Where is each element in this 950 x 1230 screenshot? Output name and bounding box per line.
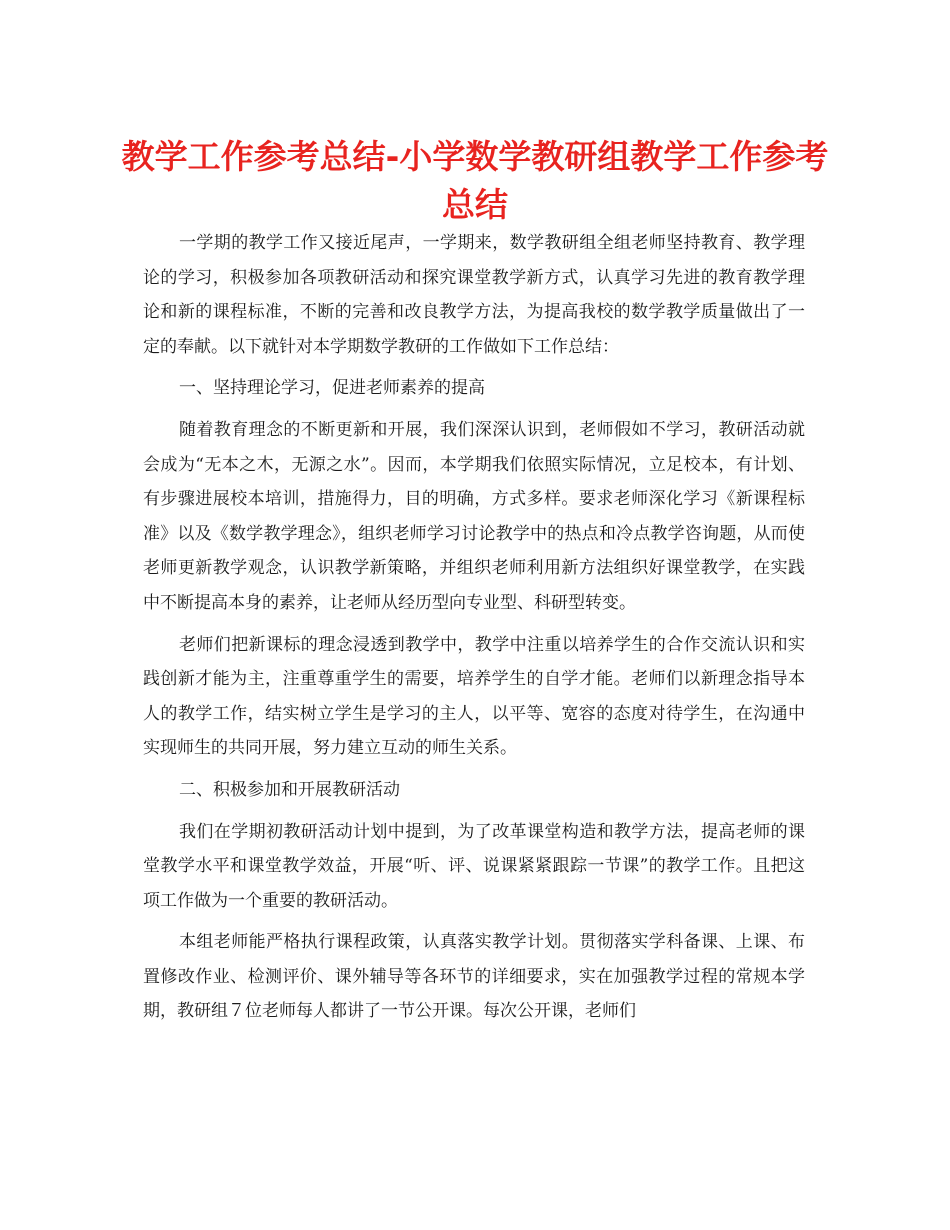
section-heading-2: 二、积极参加和开展教研活动 [179,779,400,800]
paragraph-research-plan: 我们在学期初教研活动计划中提到，为了改革课堂构造和教学方法，提高老师的课堂教学水平和课堂教学效益，开展“听、评、说课紧紧跟踪一节课”的教学工作。且把这项工作做为一个重要的教研活动。 [143,821,805,911]
paragraph-teaching-plan: 本组老师能严格执行课程政策，认真落实教学计划。贯彻落实学科备课、上课、布置修改作业、检测评价、课外辅导等各环节的详细要求，实在加强教学过程的常规本学期，教研组７位老师每人都讲了一节公开课。每次公开课，老师们 [143,932,805,1022]
document-title-line-2: 总结 [442,185,508,224]
section-heading-1: 一、坚持理论学习，促进老师素养的提高 [179,378,485,399]
paragraph-new-curriculum: 老师们把新课标的理念浸透到教学中，教学中注重以培养学生的合作交流认识和实践创新才能为主，注重尊重学生的需要，培养学生的自学才能。老师们以新理念指导本人的教学工作，结实树立学生是学习的主人，以平等、宽容的态度对待学生，在沟通中实现师生的共同开展，努力建立互动的师生关系。 [143,634,805,759]
document-title-line-1: 教学工作参考总结-小学数学教研组教学工作参考 [121,137,829,176]
paragraph-intro: 一学期的教学工作又接近尾声，一学期来，数学教研组全组老师坚持教育、教学理论的学习，积极参加各项教研活动和探究课堂教学新方式，认真学习先进的教育教学理论和新的课程标准，不断的完善和改良教学方法，为提高我校的数学教学质量做出了一定的奉献。以下就针对本学期数学教研的工作做如下工作总结： [143,233,805,357]
document-body [143,226,805,1036]
paragraph-theory-learning: 随着教育理念的不断更新和开展，我们深深认识到，老师假如不学习，教研活动就会成为“无本之木，无源之水”。因而，本学期我们依照实际情况，立足校本，有计划、有步骤进展校本培训，措施得力，目的明确，方式多样。要求老师深化学习《新课程标准》以及《数学教学理念》，组织老师学习讨论教学中的热点和冷点教学咨询题，从而使老师更新教学观念，认识教学新策略，并组织老师利用新方法组织好课堂教学，在实践中不断提高本身的素养，让老师从经历型向专业型、科研型转变。 [143,419,805,613]
